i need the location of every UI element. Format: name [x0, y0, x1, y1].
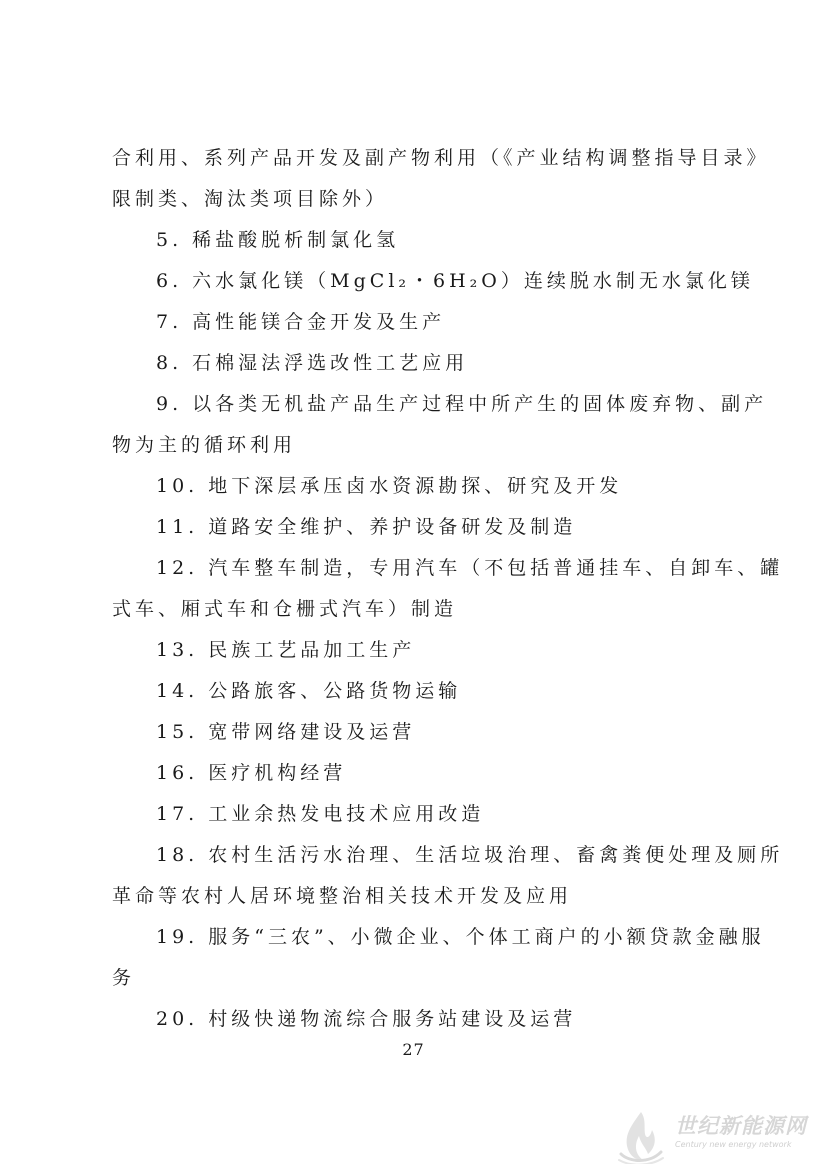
list-item-18: 18. 农村生活污水治理、生活垃圾治理、畜禽粪便处理及厕所	[156, 844, 784, 866]
text-line-continuation: 限制类、淘汰类项目除外）	[112, 188, 389, 210]
list-item-16: 16. 医疗机构经营	[156, 762, 347, 784]
list-item-11: 11. 道路安全维护、养护设备研发及制造	[156, 516, 577, 538]
list-item-7: 7. 高性能镁合金开发及生产	[156, 311, 446, 333]
page-number: 27	[402, 1040, 425, 1059]
list-item-12: 12. 汽车整车制造，专用汽车（不包括普通挂车、自卸车、罐	[156, 557, 784, 579]
list-item-17: 17. 工业余热发电技术应用改造	[156, 803, 485, 825]
list-item-18-continuation: 革命等农村人居环境整治相关技术开发及应用	[112, 885, 573, 907]
list-item-9: 9. 以各类无机盐产品生产过程中所产生的固体废弃物、副产	[156, 393, 768, 415]
list-item-15: 15. 宽带网络建设及运营	[156, 721, 416, 743]
list-item-19: 19. 服务“三农”、小微企业、个体工商户的小额贷款金融服	[156, 926, 765, 948]
list-item-14: 14. 公路旅客、公路货物运输	[156, 680, 462, 702]
list-item-13: 13. 民族工艺品加工生产	[156, 639, 416, 661]
watermark-title: 世纪新能源网	[675, 1114, 807, 1138]
list-item-6: 6. 六水氯化镁（MgCl₂・6H₂O）连续脱水制无水氯化镁	[156, 270, 754, 292]
list-item-12-continuation: 式车、厢式车和仓栅式汽车）制造	[112, 598, 458, 620]
flame-logo-icon	[615, 1108, 667, 1164]
list-item-8: 8. 石棉湿法浮选改性工艺应用	[156, 352, 469, 374]
list-item-19-continuation: 务	[112, 967, 136, 989]
list-item-20: 20. 村级快递物流综合服务站建设及运营	[156, 1008, 577, 1030]
list-item-10: 10. 地下深层承压卤水资源勘探、研究及开发	[156, 475, 623, 497]
list-item-5: 5. 稀盐酸脱析制氯化氢	[156, 229, 400, 251]
watermark-subtitle: Century new energy network	[675, 1140, 792, 1149]
list-item-9-continuation: 物为主的循环利用	[112, 434, 297, 456]
watermark	[615, 1108, 820, 1164]
text-line-continuation: 合利用、系列产品开发及副产物利用（《产业结构调整指导目录》	[112, 147, 770, 169]
